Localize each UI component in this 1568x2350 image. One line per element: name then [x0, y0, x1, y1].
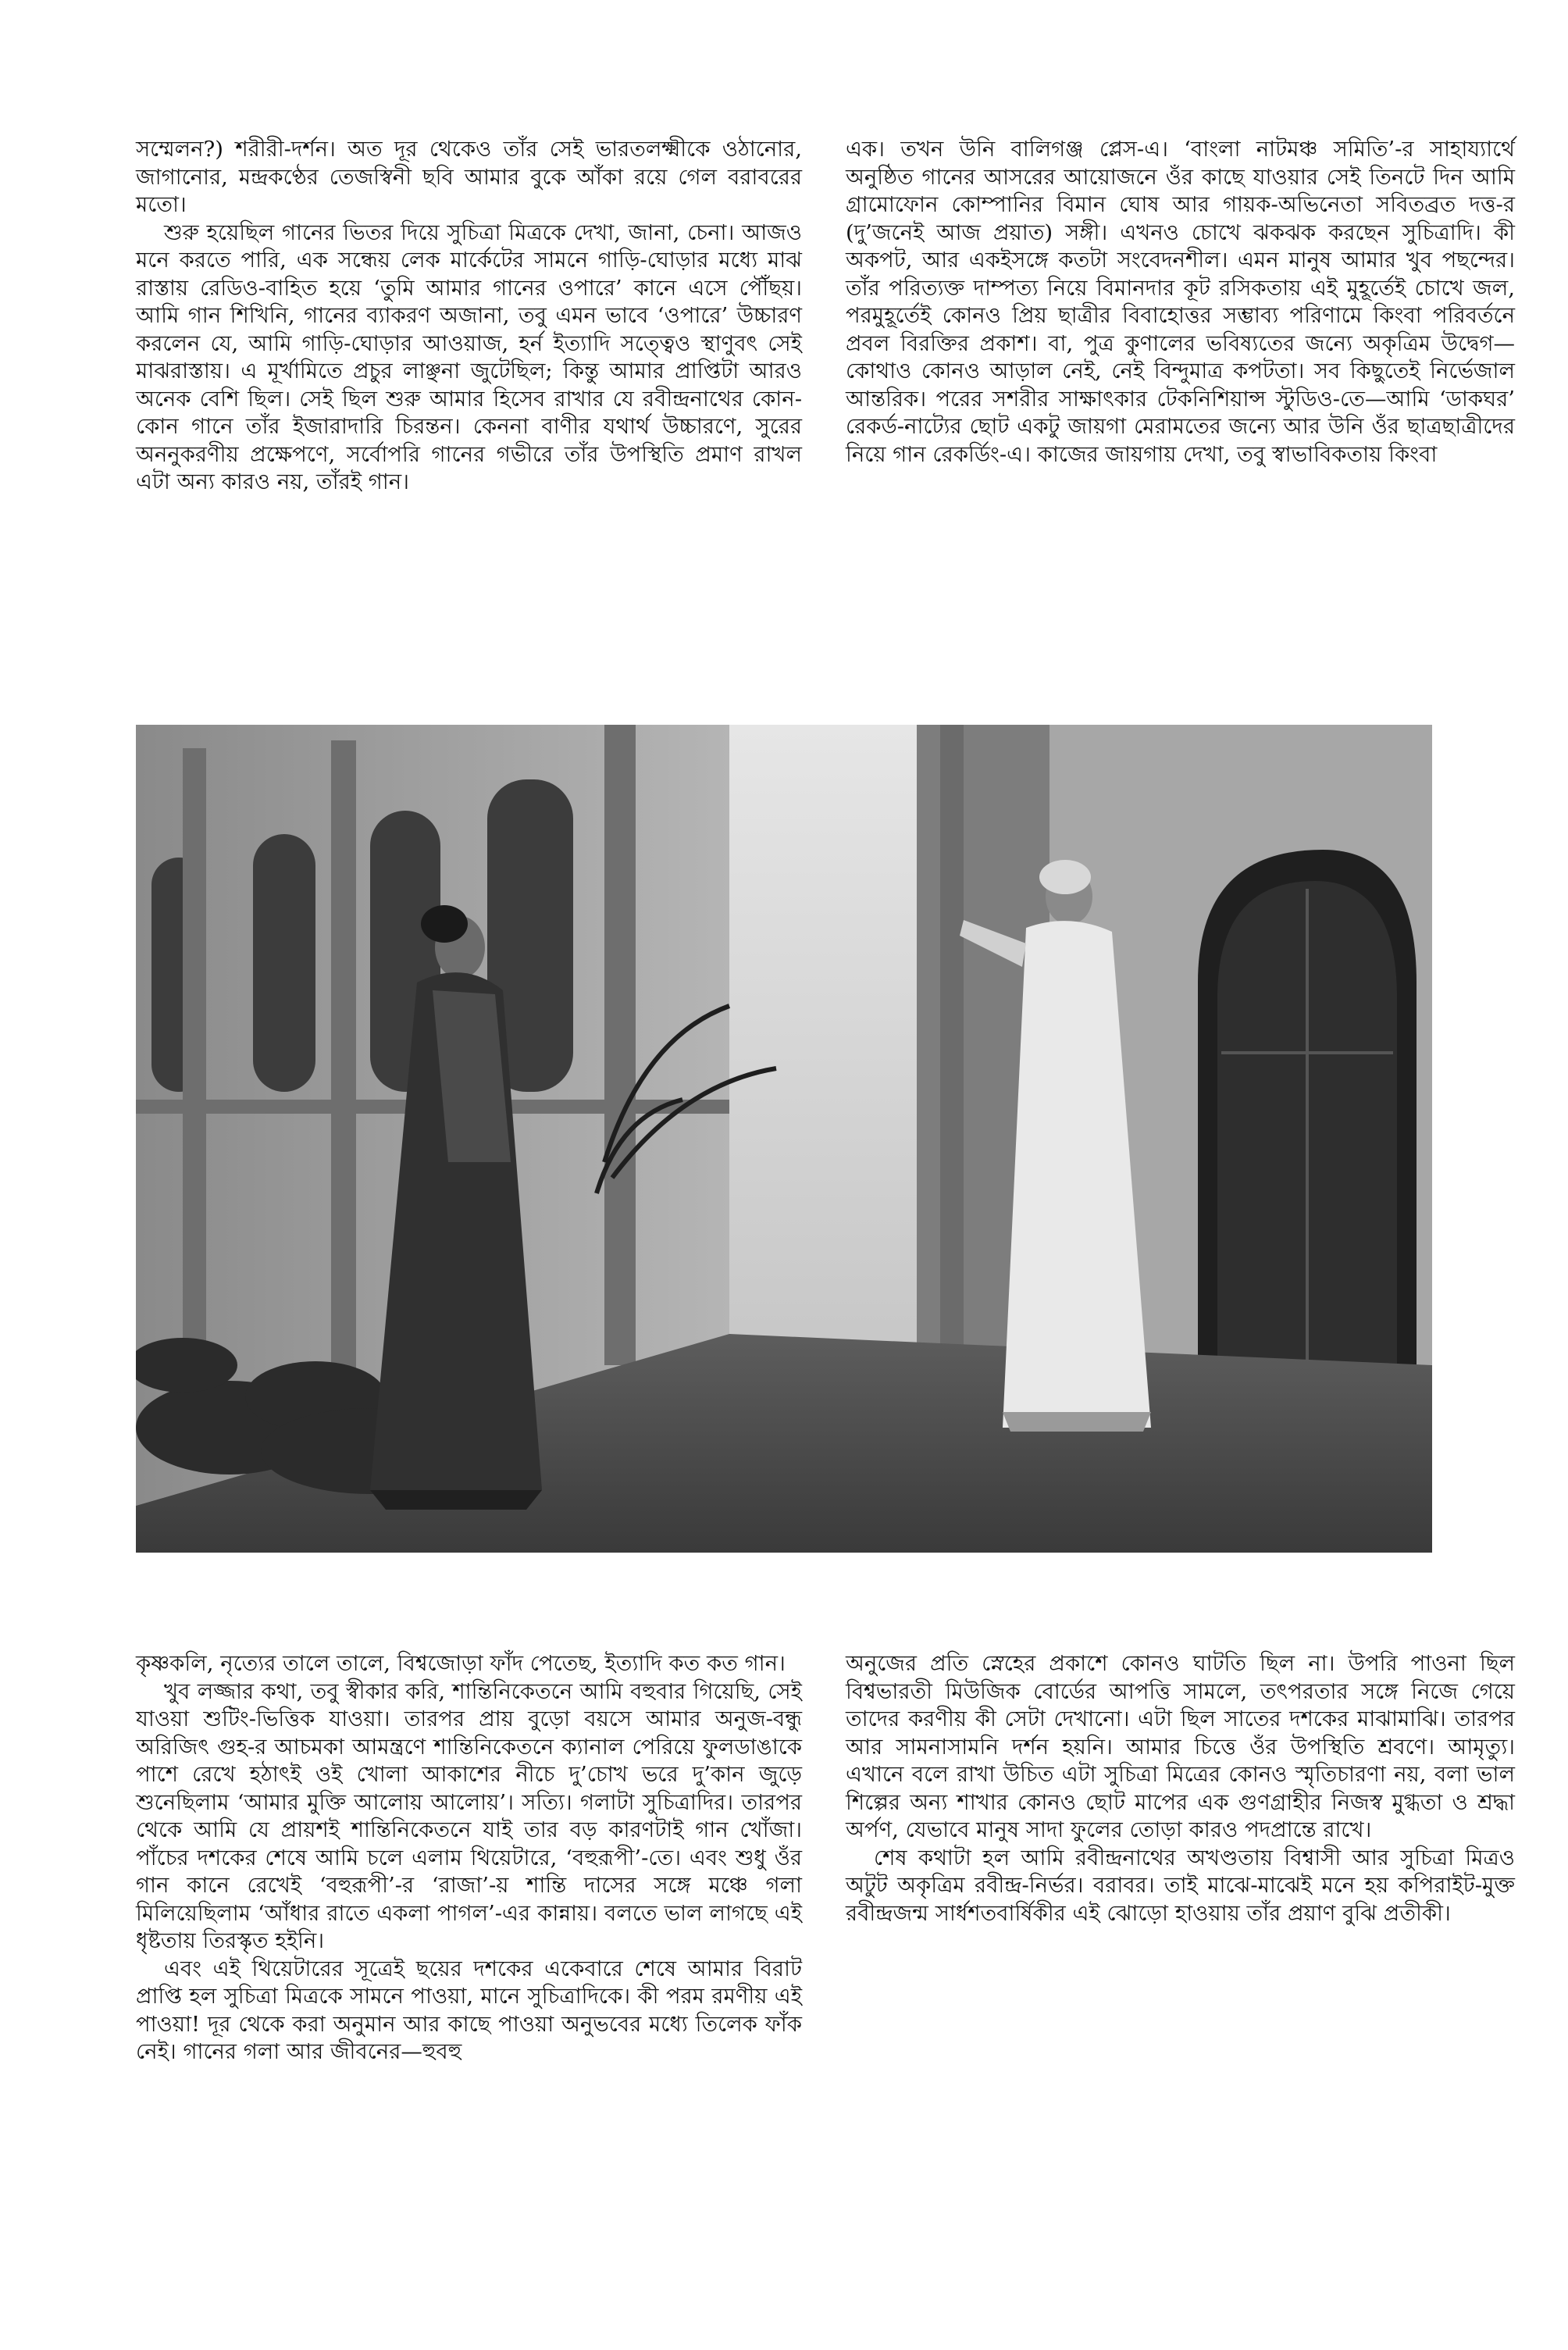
article-column-bottom-left: [136, 1650, 802, 2067]
paragraph: সম্মেলন?) শরীরী-দর্শন। অত দূর থেকেও তাঁর সেই ভারতলক্ষ্মীকে ওঠানোর, জাগানোর, মন্দ্রকণ্ঠের তেজস্বিনী ছবি আমার বুকে আঁকা রয়ে গেল বরাবরের মতো।: [136, 137, 802, 217]
paragraph: শেষ কথাটা হল আমি রবীন্দ্রনাথের অখণ্ডতায় বিশ্বাসী আর সুচিত্রা মিত্রও অটুট অকৃত্রিম রবীন্দ্র-নির্ভর। বরাবর। তাই মাঝে-মাঝেই মনে হয় কপিরাইট-মুক্ত রবীন্দ্রজন্ম সার্ধশতবার্ষিকীর এই ঝোড়ো হাওয়ায় তাঁর প্রয়াণ বুঝি প্রতীকী।: [846, 1845, 1515, 1926]
black-and-white-photograph: [136, 725, 1432, 1553]
paragraph: কৃষ্ণকলি, নৃত্যের তালে তালে, বিশ্বজোড়া ফাঁদ পেতেছ, ইত্যাদি কত কত গান।: [136, 1651, 786, 1676]
photo-illustration: [136, 725, 1432, 1553]
article-column-top-right: [846, 136, 1515, 469]
paragraph: এক। তখন উনি বালিগঞ্জ প্লেস-এ। ‘বাংলা নাটমঞ্চ সমিতি’-র সাহায্যার্থে অনুষ্ঠিত গানের আসরের আয়োজনে ওঁর কাছে যাওয়ার সেই তিনটে দিন আমি গ্রামোফোন কোম্পানির বিমান ঘোষ আর গায়ক-অভিনেতা সবিতব্রত দত্ত-র (দু’জনেই আজ প্রয়াত) সঙ্গী। এখনও চোখে ঝকঝক করছেন সুচিত্রাদি। কী অকপট, আর একইসঙ্গে কতটা সংবেদনশীল। এমন মানুষ আমার খুব পছন্দের। তাঁর পরিত্যক্ত দাম্পত্য নিয়ে বিমানদার কূট রসিকতায় এই মুহূর্তেই চোখে জল, পরমুহূর্তেই কোনও প্রিয় ছাত্রীর বিবাহোত্তর সম্ভাব্য পরিণামে কিংবা পরিবর্তনে প্রবল বিরক্তির প্রকাশ। বা, পুত্র কুণালের ভবিষ্যতের জন্যে অকৃত্রিম উদ্বেগ—কোথাও কোনও আড়াল নেই, নেই বিন্দুমাত্র কপটতা। সব কিছুতেই নির্ভেজাল আন্তরিক। পরের সশরীর সাক্ষাৎকার টেকনিশিয়ান্স স্টুডিও-তে—আমি ‘ডাকঘর’ রেকর্ড-নাট্যের ছোট একটু জায়গা মেরামতের জন্যে আর উনি ওঁর ছাত্রছাত্রীদের নিয়ে গান রেকর্ডিং-এ। কাজের জায়গায় দেখা, তবু স্বাভাবিকতায় কিংবা: [846, 137, 1515, 467]
article-column-bottom-right: [846, 1650, 1515, 1927]
paragraph: অনুজের প্রতি স্নেহের প্রকাশে কোনও ঘাটতি ছিল না। উপরি পাওনা ছিল বিশ্বভারতী মিউজিক বোর্ডের আপত্তি সামলে, তৎপরতার সঙ্গে নিজে গেয়ে তাদের করণীয় কী সেটা দেখানো। এটা ছিল সাতের দশকের মাঝামাঝি। তারপর আর সামনাসামনি দর্শন হয়নি। আমার চিত্তে ওঁর উপস্থিতি শ্রবণে। আমৃত্যু। এখানে বলে রাখা উচিত এটা সুচিত্রা মিত্রের কোনও স্মৃতিচারণা নয়, বলা ভাল শিল্পের অন্য শাখার কোনও ছোট মাপের এক গুণগ্রাহীর নিজস্ব মুগ্ধতা ও শ্রদ্ধা অর্পণ, যেভাবে মানুষ সাদা ফুলের তোড়া কারও পদপ্রান্তে রাখে।: [846, 1651, 1515, 1842]
paragraph: শুরু হয়েছিল গানের ভিতর দিয়ে সুচিত্রা মিত্রকে দেখা, জানা, চেনা। আজও মনে করতে পারি, এক সন্ধেয় লেক মার্কেটের সামনে গাড়ি-ঘোড়ার মধ্যে মাঝ রাস্তায় রেডিও-বাহিত হয়ে ‘তুমি আমার গানের ওপারে’ কানে এসে পৌঁছয়। আমি গান শিখিনি, গানের ব্যাকরণ অজানা, তবু এমন ভাবে ‘ওপারে’ উচ্চারণ করলেন যে, আমি গাড়ি-ঘোড়ার আওয়াজ, হর্ন ইত্যাদি সত্ত্বেও স্থাণুবৎ সেই মাঝরাস্তায়। এ মূর্খামিতে প্রচুর লাঞ্ছনা জুটেছিল; কিন্তু আমার প্রাপ্তিটা আরও অনেক বেশি ছিল। সেই ছিল শুরু আমার হিসেব রাখার যে রবীন্দ্রনাথের কোন-কোন গানে তাঁর ইজারাদারি চিরন্তন। কেননা বাণীর যথার্থ উচ্চারণে, সুরের অননুকরণীয় প্রক্ষেপণে, সর্বোপরি গানের গভীরে তাঁর উপস্থিতি প্রমাণ রাখল এটা অন্য কারও নয়, তাঁরই গান।: [136, 219, 802, 494]
paragraph: এবং এই থিয়েটারের সূত্রেই ছয়ের দশকের একেবারে শেষে আমার বিরাট প্রাপ্তি হল সুচিত্রা মিত্রকে সামনে পাওয়া, মানে সুচিত্রাদিকে। কী পরম রমণীয় এই পাওয়া! দূর থেকে করা অনুমান আর কাছে পাওয়া অনুভবের মধ্যে তিলেক ফাঁক নেই। গানের গলা আর জীবনের—হুবহু: [136, 1956, 802, 2064]
paragraph: খুব লজ্জার কথা, তবু স্বীকার করি, শান্তিনিকেতনে আমি বহুবার গিয়েছি, সেই যাওয়া শুটিং-ভিত্তিক যাওয়া। তারপর প্রায় বুড়ো বয়সে আমার অনুজ-বন্ধু অরিজিৎ গুহ-র আচমকা আমন্ত্রণে শান্তিনিকেতনে ক্যানাল পেরিয়ে ফুলডাঙাকে পাশে রেখে হঠাৎই ওই খোলা আকাশের নীচে দু’চোখ ভরে দু’কান জুড়ে শুনেছিলাম ‘আমার মুক্তি আলোয় আলোয়’। সত্যি। গলাটা সুচিত্রাদির। তারপর থেকে আমি যে প্রায়শই শান্তিনিকেতনে যাই তার বড় কারণটাই গান খোঁজা। পাঁচের দশকের শেষে আমি চলে এলাম থিয়েটারে, ‘বহুরূপী’-তে। এবং শুধু ওঁর গান কানে রেখেই ‘বহুরূপী’-র ‘রাজা’-য় শান্তি দাসের সঙ্গে মঞ্চে গলা মিলিয়েছিলাম ‘আঁধার রাতে একলা পাগল’-এর কান্নায়। বলতে ভাল লাগছে এই ধৃষ্টতায় তিরস্কৃত হইনি।: [136, 1678, 802, 1953]
article-column-top-left: [136, 136, 802, 497]
